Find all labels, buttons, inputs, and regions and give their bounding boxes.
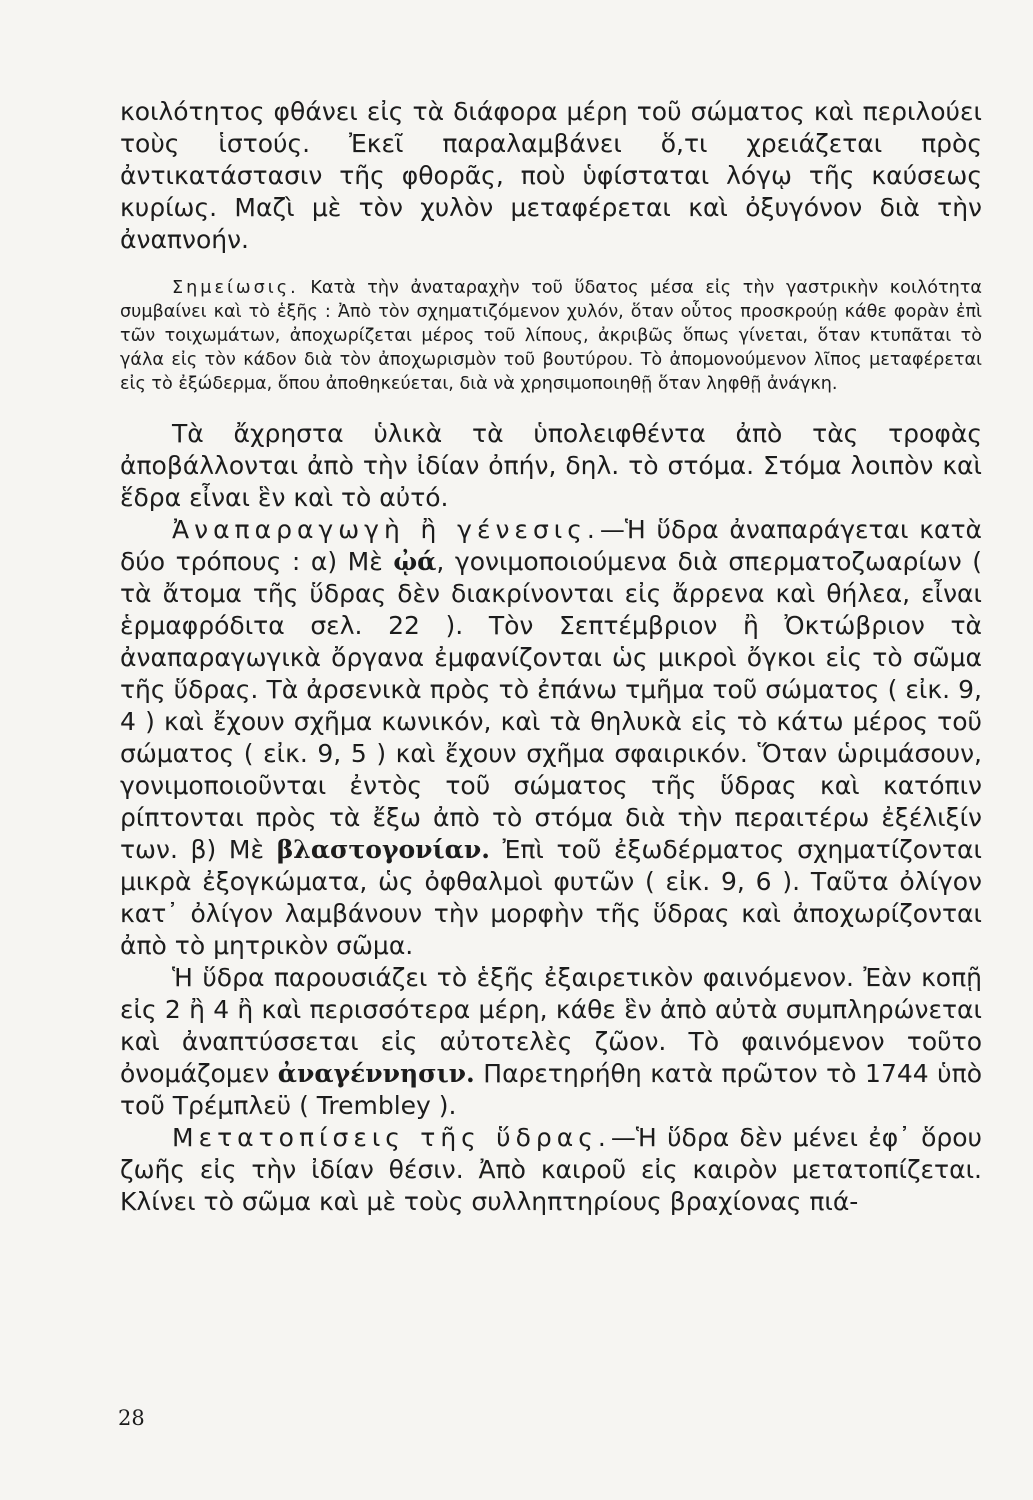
reproduction-text-b: , γονιμοποιούμενα διὰ σπερματοζωαρίων ( τὰ ἄτομα τῆς ὕδρας δὲν διακρίνονται εἰς ἄρρενα καὶ θήλεα, εἶναι ἑρμαφρόδιτα σελ. 22 ). Τὸν Σεπτέμβριον ἢ Ὀκτώβριον τὰ ἀναπαραγωγικὰ ὄργανα ἐμφανίζονται ὡς μικροὶ ὄγκοι εἰς τὸ σῶμα τῆς ὕδρας. Τὰ ἀρσενικὰ πρὸς τὸ ἐπάνω τμῆμα τοῦ σώματος ( εἰκ. 9, 4 ) καὶ ἔχουν σχῆμα κωνικόν, καὶ τὰ θηλυκὰ εἰς τὸ κάτω μέρος τοῦ σώματος ( εἰκ. 9, 5 ) καὶ ἔχουν σχῆμα σφαιρικόν. Ὅταν ὡριμάσουν, γονιμοποιοῦνται ἐντὸς τοῦ σώματος τῆς ὕδρας καὶ κατόπιν ρίπτονται πρὸς τὰ ἔξω ἀπὸ τὸ στόμα διὰ τὴν περαιτέρω ἐξέλιξίν των. β) Μὲ <box>120 547 982 864</box>
note-text: Κατὰ τὴν ἀναταραχὴν τοῦ ὕδατος μέσα εἰς τὴν γαστρικὴν κοιλότητα συμβαίνει καὶ τὸ ἑξῆς : Ἀπὸ τὸν σχηματιζόμενον χυλόν, ὅταν οὗτος προσκρούῃ κάθε φορὰν ἐπὶ τῶν τοιχωμάτων, ἀποχωρίζεται μέρος τοῦ λίπους, ἀκριβῶς ὅπως γίνεται, ὅταν κτυπᾶται τὸ γάλα εἰς τὸν κάδον διὰ τὸν ἀποχωρισμὸν τοῦ βουτύρου. Τὸ ἀπομονούμενον λῖπος μεταφέρεται εἰς τὸ ἐξώδερμα, ὅπου ἀποθηκεύεται, διὰ νὰ χρησιμοποιηθῇ ὅταν ληφθῇ ἀνάγκη. <box>120 278 983 394</box>
reproduction-heading: Ἀναπαραγωγὴ ἢ γένεσις. <box>172 515 600 544</box>
page-content <box>120 96 982 1218</box>
reproduction-text-c: Ἐπὶ τοῦ ἐξωδέρματος σχηματίζονται μικρὰ ἐξογκώματα, ὡς ὀφθαλμοὶ φυτῶν ( εἰκ. 9, 6 ). Ταῦτα ὀλίγον κατ᾿ ὀλίγον λαμβάνουν τὴν μορφὴν τῆς ὕδρας καὶ ἀποχωρίζονται ἀπὸ τὸ μητρικὸν σῶμα. <box>120 835 982 960</box>
movement-heading: Μετατοπίσεις τῆς ὕδρας. <box>172 1123 611 1152</box>
paragraph-regeneration <box>120 962 982 1122</box>
regeneration-text-a: Ἡ ὕδρα παρουσιάζει τὸ ἑξῆς ἐξαιρετικὸν φαινόμενον. Ἐὰν κοπῇ εἰς 2 ἢ 4 ἢ καὶ περισσότερα μέρη, κάθε ἓν ἀπὸ αὐτὰ συμπληρώνεται καὶ ἀναπτύσσεται εἰς αὐτοτελὲς ζῶον. Τὸ φαινόμενον τοῦτο ὀνομάζομεν <box>120 963 982 1088</box>
page-number: 28 <box>118 1406 145 1430</box>
movement-text: —Ἡ ὕδρα δὲν μένει ἐφ᾿ ὅρου ζωῆς εἰς τὴν ἰδίαν θέσιν. Ἀπὸ καιροῦ εἰς καιρὸν μετατοπίζεται. Κλίνει τὸ σῶμα καὶ μὲ τοὺς συλληπτηρίους βραχίονας πιά- <box>120 1123 982 1216</box>
paragraph-reproduction <box>120 514 982 962</box>
term-eggs: ᾠά <box>393 547 437 576</box>
term-regeneration: ἀναγέννησιν. <box>277 1059 475 1088</box>
paragraph-waste-removal: Τὰ ἄχρηστα ὑλικὰ τὰ ὑπολειφθέντα ἀπὸ τὰς τροφὰς ἀποβάλλονται ἀπὸ τὴν ἰδίαν ὀπήν, δηλ. τὸ στόμα. Στόμα λοιπὸν καὶ ἕδρα εἶναι ἓν καὶ τὸ αὐτό. <box>120 419 982 512</box>
reproduction-text-a: —Ἡ ὕδρα ἀναπαράγεται κατὰ δύο τρόπους : α) Μὲ <box>120 515 982 576</box>
note-paragraph <box>120 276 982 396</box>
paragraph-chyle-distribution: κοιλότητος φθάνει εἰς τὰ διάφορα μέρη τοῦ σώματος καὶ περιλούει τοὺς ἱστούς. Ἐκεῖ παραλαμβάνει ὅ,τι χρειάζεται πρὸς ἀντικατάστασιν τῆς φθορᾶς, ποὺ ὑφίσταται λόγῳ τῆς καύσεως κυρίως. Μαζὶ μὲ τὸν χυλὸν μεταφέρεται καὶ ὀξυγόνον διὰ τὴν ἀναπνοήν. <box>120 97 982 254</box>
regeneration-text-b: Παρετηρήθη κατὰ πρῶτον τὸ 1744 ὑπὸ τοῦ Τρέμπλεϋ ( Trembley ). <box>120 1059 982 1120</box>
note-label: Σημείωσις. <box>172 278 299 298</box>
paragraph-movement <box>120 1122 982 1218</box>
term-budding: βλαστογονίαν. <box>276 835 490 864</box>
